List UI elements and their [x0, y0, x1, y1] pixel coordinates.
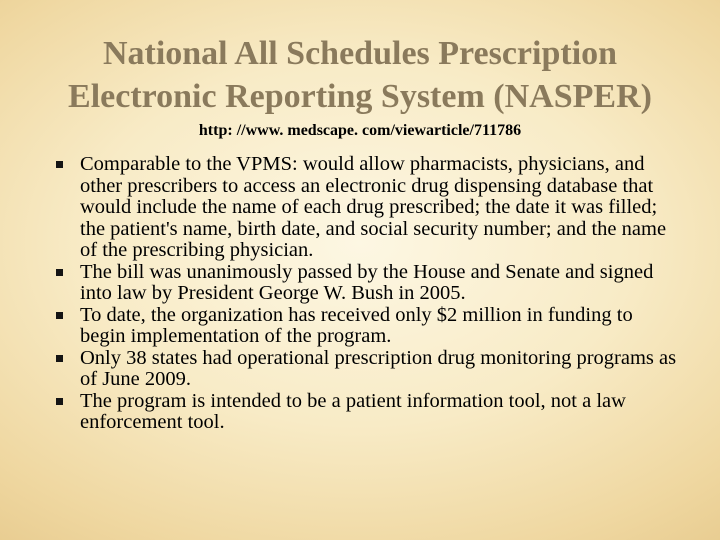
bullet-text: The bill was unanimously passed by the House and Senate and signed into law by President George W. Bush in 2005.: [80, 260, 654, 304]
bullet-text: To date, the organization has received only $2 million in funding to begin implementation of the program.: [80, 303, 633, 347]
title-line-2: Electronic Reporting System (NASPER): [68, 78, 652, 115]
bullet-text: Only 38 states had operational prescription drug monitoring programs as of June 2009.: [80, 346, 677, 390]
bullet-text: Comparable to the VPMS: would allow pharmacists, physicians, and other prescribers to access an electronic drug dispensing database that would include the name of each drug prescribed; the date it was filled; the patient's name, birth date, and social security number; and the name of the prescribing physician.: [80, 153, 667, 261]
bullet-item: [52, 391, 682, 434]
bullet-item: [52, 154, 682, 262]
bullet-text: The program is intended to be a patient information tool, not a law enforcement tool.: [80, 389, 626, 433]
bullet-item: [52, 262, 682, 305]
bullet-list: [52, 154, 682, 434]
square-bullet-icon: [56, 312, 63, 319]
source-url: http: //www. medscape. com/viewarticle/711786: [198, 122, 522, 139]
slide-title: [20, 32, 700, 118]
title-line-1: National All Schedules Prescription: [102, 35, 618, 72]
bullet-item: [52, 305, 682, 348]
square-bullet-icon: [56, 355, 63, 362]
square-bullet-icon: [56, 398, 63, 405]
square-bullet-icon: [56, 269, 63, 276]
square-bullet-icon: [56, 161, 63, 168]
bullet-item: [52, 348, 682, 391]
